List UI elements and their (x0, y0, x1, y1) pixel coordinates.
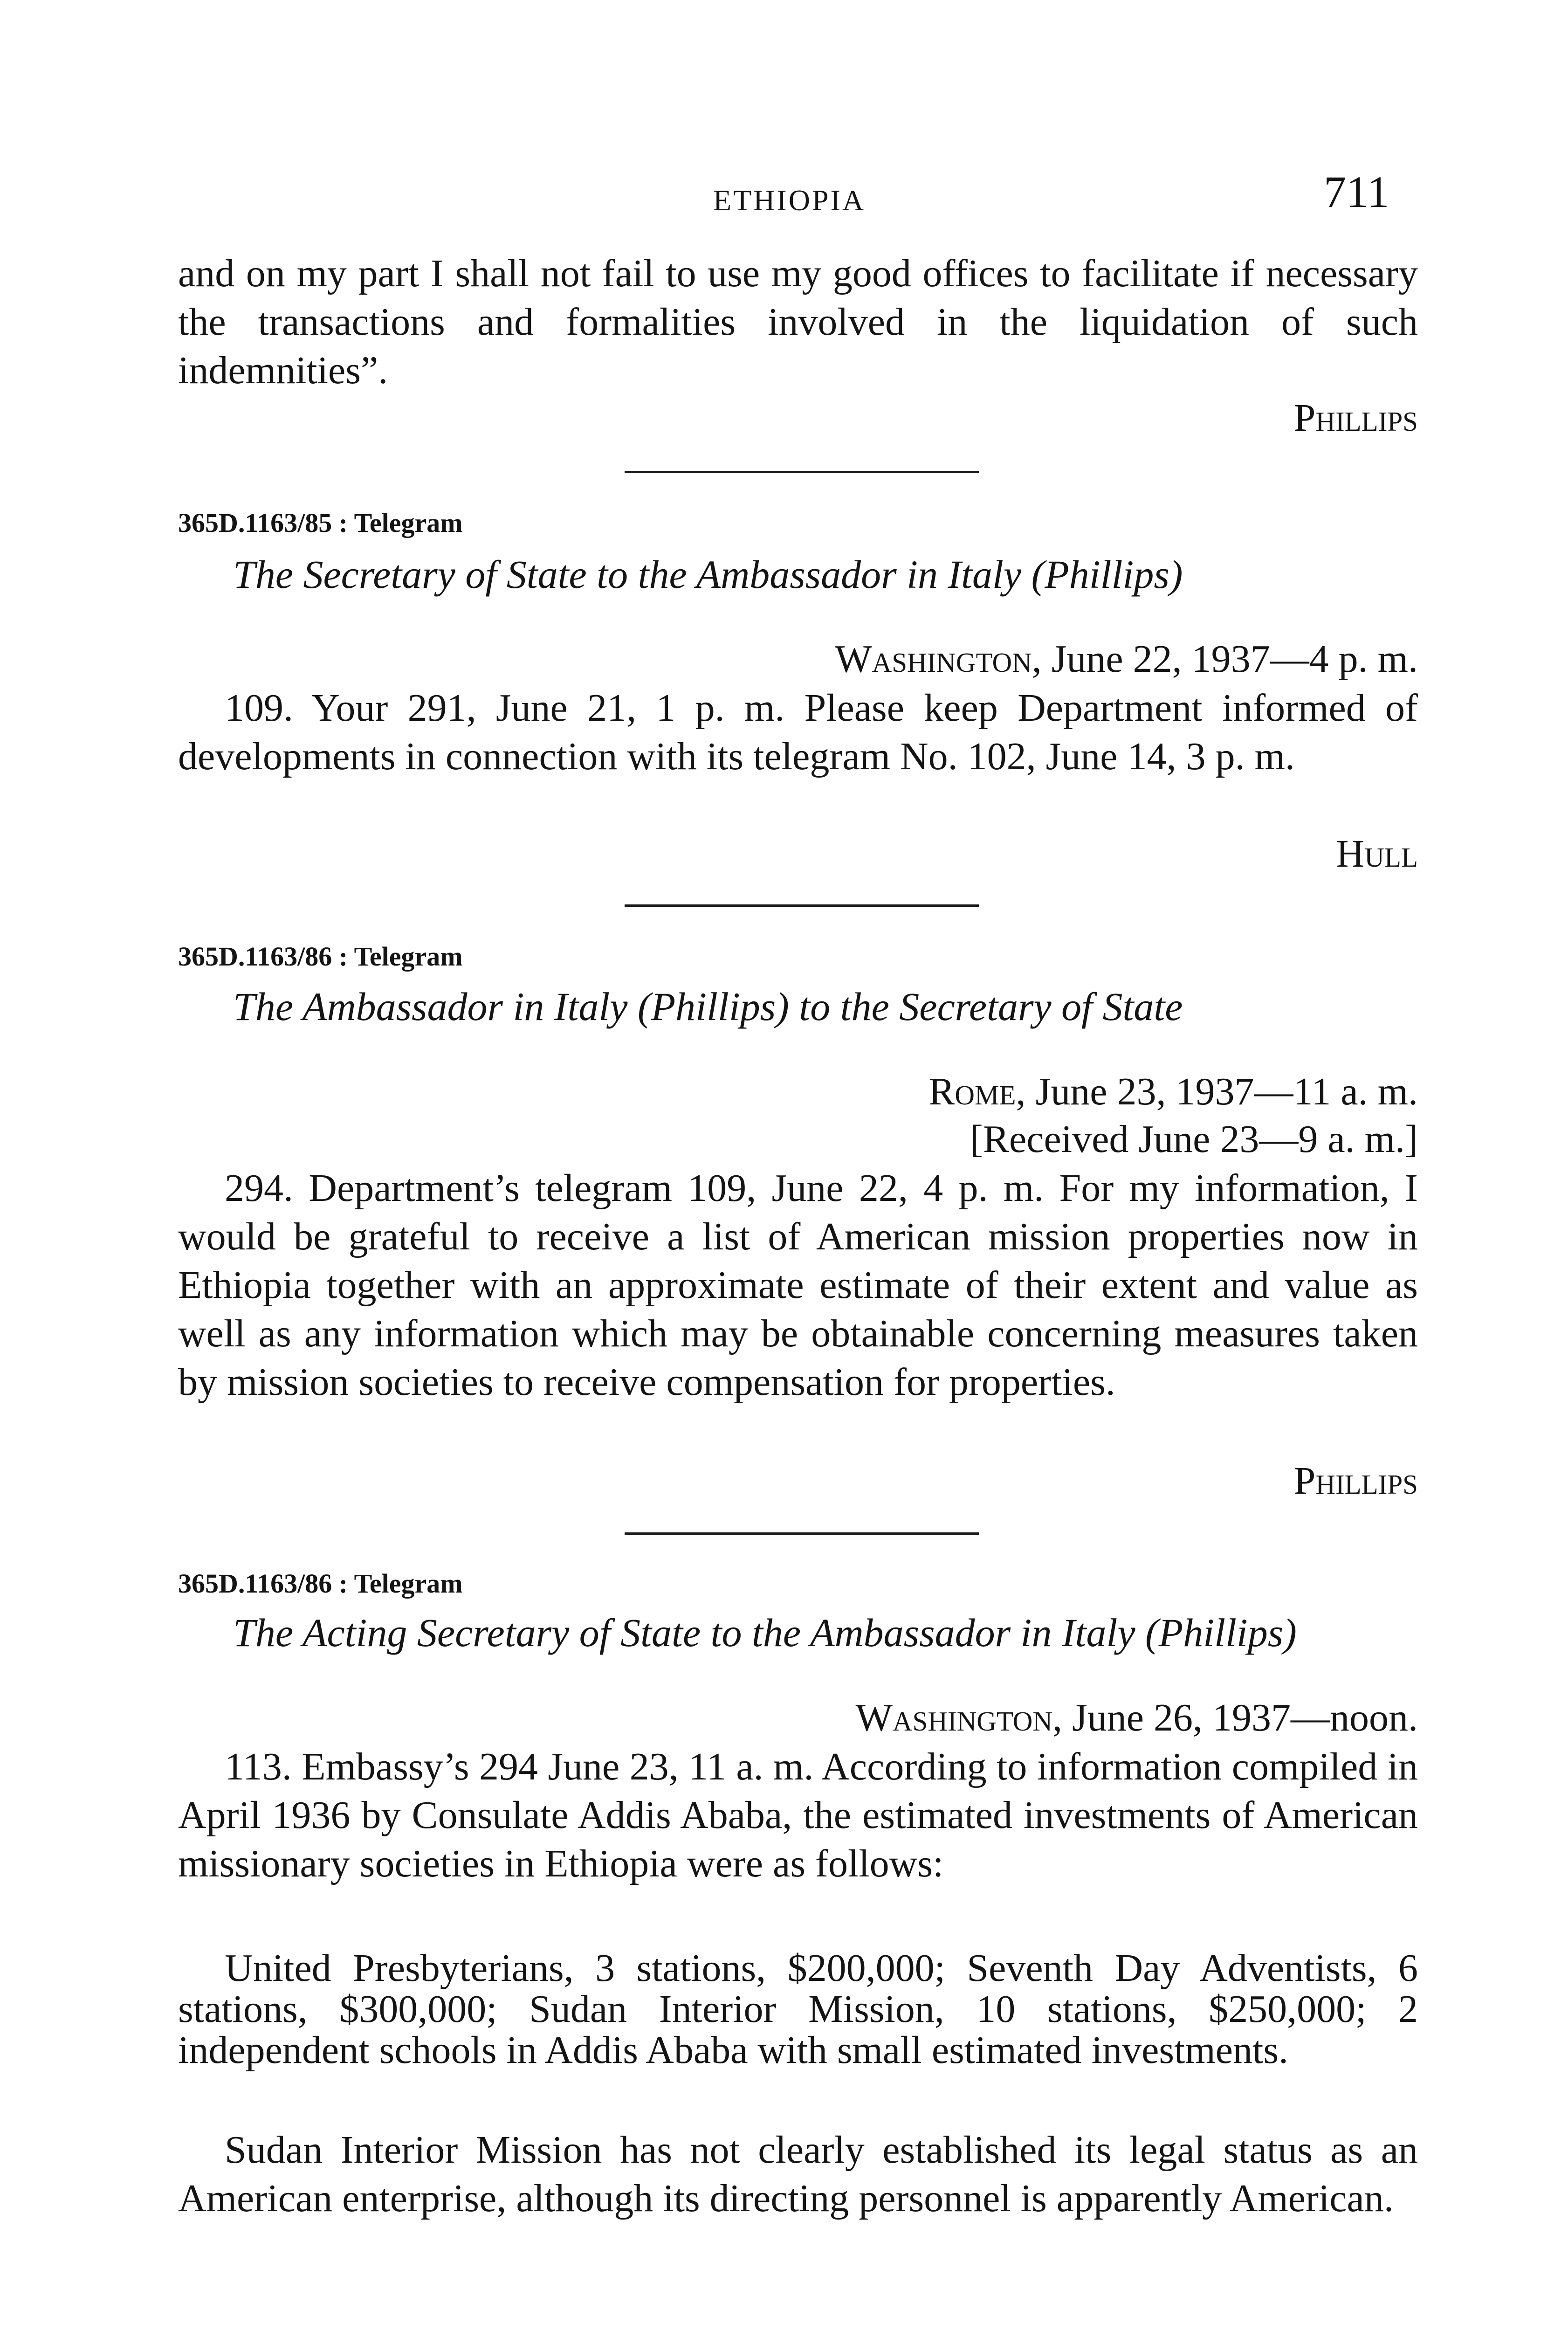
telegram-body: 113. Embassy’s 294 June 23, 11 a. m. According to information compiled in April 1936 by Consulate Addis Ababa, the estimated investments of American missionary societies in Ethiopia were as follows: (178, 1745, 1418, 1885)
closing-paragraph: Sudan Interior Mission has not clearly established its legal status as an American enterprise, although its directing personnel is apparently American. (178, 2128, 1418, 2220)
section-divider (625, 904, 979, 907)
page-header (0, 168, 1568, 219)
dateline (178, 635, 1418, 683)
file-reference: 365D.1163/86 : Telegram (178, 941, 463, 972)
section-divider (625, 1532, 979, 1535)
running-head: ETHIOPIA (713, 184, 866, 217)
section-divider (625, 471, 979, 473)
document-title: The Acting Secretary of State to the Ambassador in Italy (Phillips) (233, 1610, 1297, 1655)
dateline-place: Washington (835, 637, 1032, 681)
received-note: [Received June 23—9 a. m.] (970, 1117, 1418, 1161)
opening-paragraph: and on my part I shall not fail to use my good offices to facilitate if necessary the transactions and formalities involved in the liquidation of such indemnities”. (178, 252, 1418, 392)
telegram-body: 109. Your 291, June 21, 1 p. m. Please keep Department informed of developments in connection with its telegram No. 102, June 14, 3 p. m. (178, 686, 1418, 778)
document-title: The Ambassador in Italy (Phillips) to the Secretary of State (233, 984, 1183, 1029)
page-number: 711 (1324, 167, 1389, 217)
file-reference: 365D.1163/86 : Telegram (178, 1568, 463, 1599)
investment-list: United Presbyterians, 3 stations, $200,000; Seventh Day Adventists, 6 stations, $300,000; Sudan Interior Mission, 10 stations, $250,000; 2 independent schools in Addis Ababa with small estimated investments. (178, 1946, 1418, 2072)
file-reference: 365D.1163/85 : Telegram (178, 508, 463, 538)
dateline-place: Washington (855, 1696, 1053, 1739)
telegram-signature: Phillips (1293, 1459, 1418, 1503)
dateline-date: , June 26, 1937—noon. (1052, 1696, 1418, 1739)
document-title: The Secretary of State to the Ambassador in Italy (Phillips) (233, 552, 1183, 597)
dateline (178, 1694, 1418, 1742)
telegram-signature: Hull (1336, 832, 1418, 876)
dateline-date: , June 22, 1937—4 p. m. (1032, 637, 1418, 681)
telegram-body: 294. Department’s telegram 109, June 22, 4 p. m. For my information, I would be grateful to receive a list of American mission properties now in Ethiopia together with an approximate estimate of their extent and value as well as any information which may be obtainable concerning measures taken by mission societies to receive compensation for properties. (178, 1166, 1418, 1404)
dateline-place: Rome (928, 1070, 1016, 1113)
opening-signature: Phillips (1293, 396, 1418, 440)
dateline-date: , June 23, 1937—11 a. m. (1016, 1070, 1418, 1113)
dateline (178, 1068, 1418, 1116)
